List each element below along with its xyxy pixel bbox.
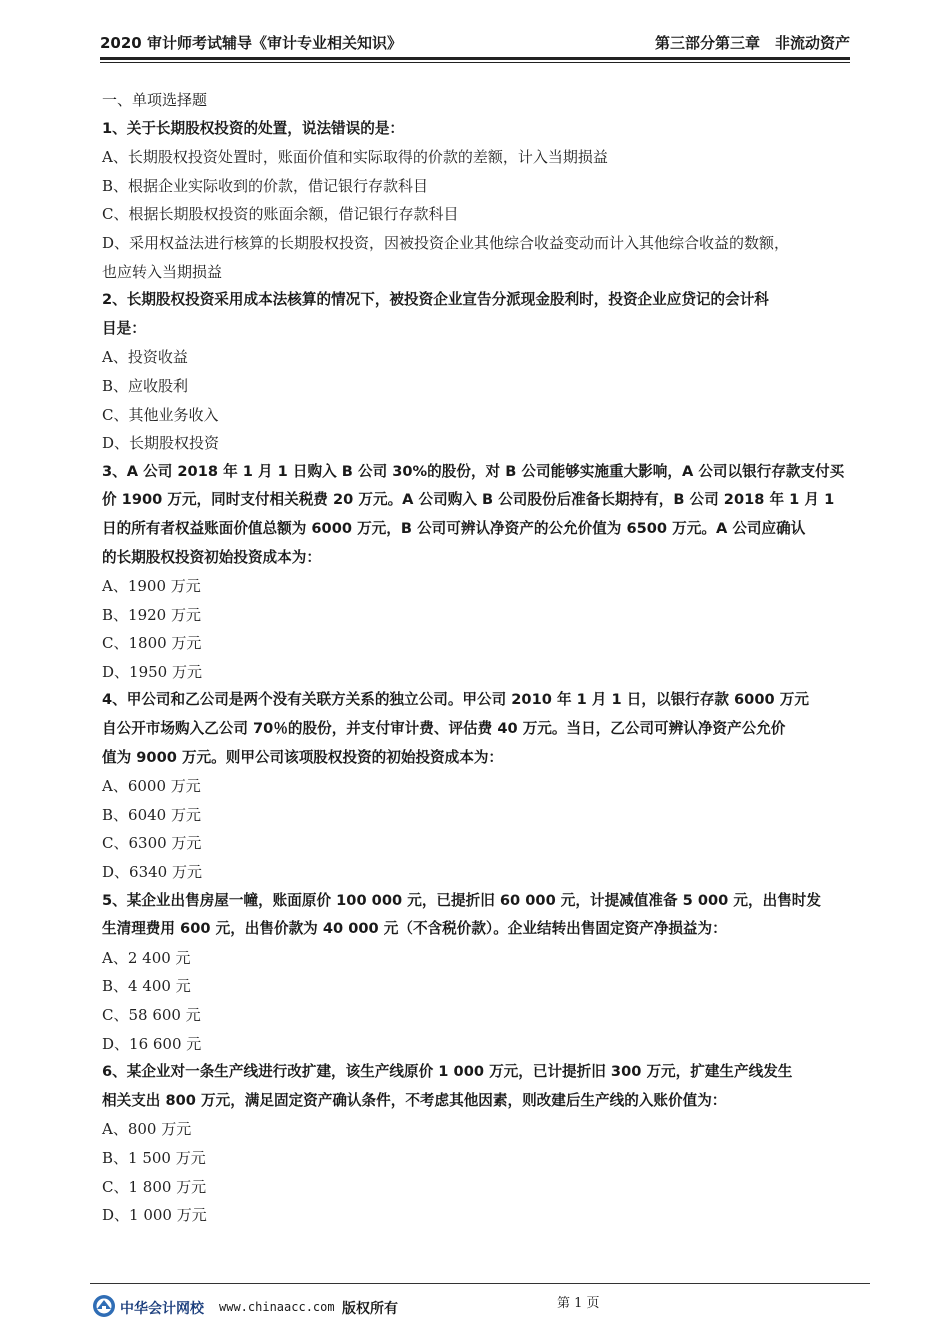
question-1-option-D: 也应转入当期损益 <box>102 262 223 281</box>
question-3-option-A: A、1900 万元 <box>102 577 201 596</box>
question-5-option-A: A、2 400 元 <box>102 948 191 967</box>
question-6-option-D: D、1 000 万元 <box>102 1206 207 1225</box>
question-3-option-C: C、1800 万元 <box>102 634 202 653</box>
question-2-text: 目是： <box>102 319 146 337</box>
footer-rule <box>90 1283 870 1284</box>
question-4-text: 4、甲公司和乙公司是两个没有关联方关系的独立公司。甲公司 2010 年 1 月 1 日，以银行存款 6000 万元 <box>102 691 809 709</box>
question-4-option-D: D、6340 万元 <box>102 863 202 882</box>
question-2-option-A: A、投资收益 <box>102 348 188 367</box>
footer-rights: 版权所有 <box>342 1301 398 1317</box>
question-2-option-B: B、应收股利 <box>102 376 189 395</box>
question-4-option-B: B、6040 万元 <box>102 805 201 824</box>
question-2-option-D: D、长期股权投资 <box>102 434 220 453</box>
page-header <box>100 32 850 58</box>
question-6-option-C: C、1 800 万元 <box>102 1177 207 1196</box>
question-5-option-C: C、58 600 元 <box>102 1006 201 1024</box>
question-6-option-A: A、800 万元 <box>102 1120 192 1139</box>
page-number: 第 1 页 <box>557 1296 600 1311</box>
question-3-text: 的长期股权投资初始投资成本为： <box>102 548 321 566</box>
question-3-text: 价 1900 万元，同时支付相关税费 20 万元。A 公司购入 B 公司股份后准备长期持有，B 公司 2018 年 1 月 1 <box>102 491 835 509</box>
question-5-text: 生清理费用 600 元，出售价款为 40 000 元（不含税价款）。企业结转出售固定资产净损益为： <box>102 920 727 938</box>
question-3-option-B: B、1920 万元 <box>102 605 201 624</box>
question-1-text: 1、关于长期股权投资的处置，说法错误的是： <box>102 119 405 137</box>
header-rule-thin <box>100 62 850 63</box>
question-1-option-A: A、长期股权投资处置时，账面价值和实际取得的价款的差额，计入当期损益 <box>102 148 608 167</box>
question-1-option-D: D、采用权益法进行核算的长期股权投资，因被投资企业其他综合收益变动而计入其他综合收益的数额， <box>102 233 790 252</box>
question-5-option-D: D、16 600 元 <box>102 1034 202 1053</box>
question-1-option-C: C、根据长期股权投资的账面余额，借记银行存款科目 <box>102 205 459 224</box>
footer-url[interactable]: www.chinaacc.com <box>219 1300 335 1314</box>
chinaacc-logo-icon <box>92 1294 116 1318</box>
question-4-option-A: A、6000 万元 <box>102 777 201 796</box>
question-2-text: 2、长期股权投资采用成本法核算的情况下，被投资企业宣告分派现金股利时，投资企业应贷记的会计科 <box>102 291 769 309</box>
document-body <box>102 86 852 1230</box>
header-chapter: 第三部分第三章 非流动资产 <box>654 34 850 52</box>
question-6-text: 6、某企业对一条生产线进行改扩建，该生产线原价 1 000 万元，已计提折旧 300 万元，扩建生产线发生 <box>102 1063 793 1081</box>
question-3-option-D: D、1950 万元 <box>102 662 202 681</box>
header-title: 2020 审计师考试辅导《审计专业相关知识》 <box>100 34 402 52</box>
question-4-option-C: C、6300 万元 <box>102 834 202 853</box>
question-3-text: 日的所有者权益账面价值总额为 6000 万元，B 公司可辨认净资产的公允价值为 6500 万元。A 公司应确认 <box>102 519 806 537</box>
question-6-option-B: B、1 500 万元 <box>102 1148 206 1167</box>
question-3-text: 3、A 公司 2018 年 1 月 1 日购入 B 公司 30%的股份，对 B 公司能够实施重大影响，A 公司以银行存款支付买 <box>102 462 845 480</box>
question-6-text: 相关支出 800 万元，满足固定资产确认条件，不考虑其他因素，则改建后生产线的入账价值为： <box>102 1091 727 1109</box>
question-2-option-C: C、其他业务收入 <box>102 405 219 424</box>
question-5-text: 5、某企业出售房屋一幢，账面原价 100 000 元，已提折旧 60 000 元，计提减值准备 5 000 元，出售时发 <box>102 891 821 909</box>
question-1-option-B: B、根据企业实际收到的价款，借记银行存款科目 <box>102 176 429 195</box>
header-rule-thick <box>100 57 850 60</box>
footer-brand: 中华会计网校 <box>120 1301 204 1317</box>
section-title: 一、单项选择题 <box>102 91 208 109</box>
page-footer <box>92 1292 852 1324</box>
question-4-text: 自公开市场购入乙公司 70％的股份，并支付审计费、评估费 40 万元。当日，乙公司可辨认净资产公允价 <box>102 720 786 738</box>
question-5-option-B: B、4 400 元 <box>102 977 191 996</box>
question-4-text: 值为 9000 万元。则甲公司该项股权投资的初始投资成本为： <box>102 748 504 766</box>
